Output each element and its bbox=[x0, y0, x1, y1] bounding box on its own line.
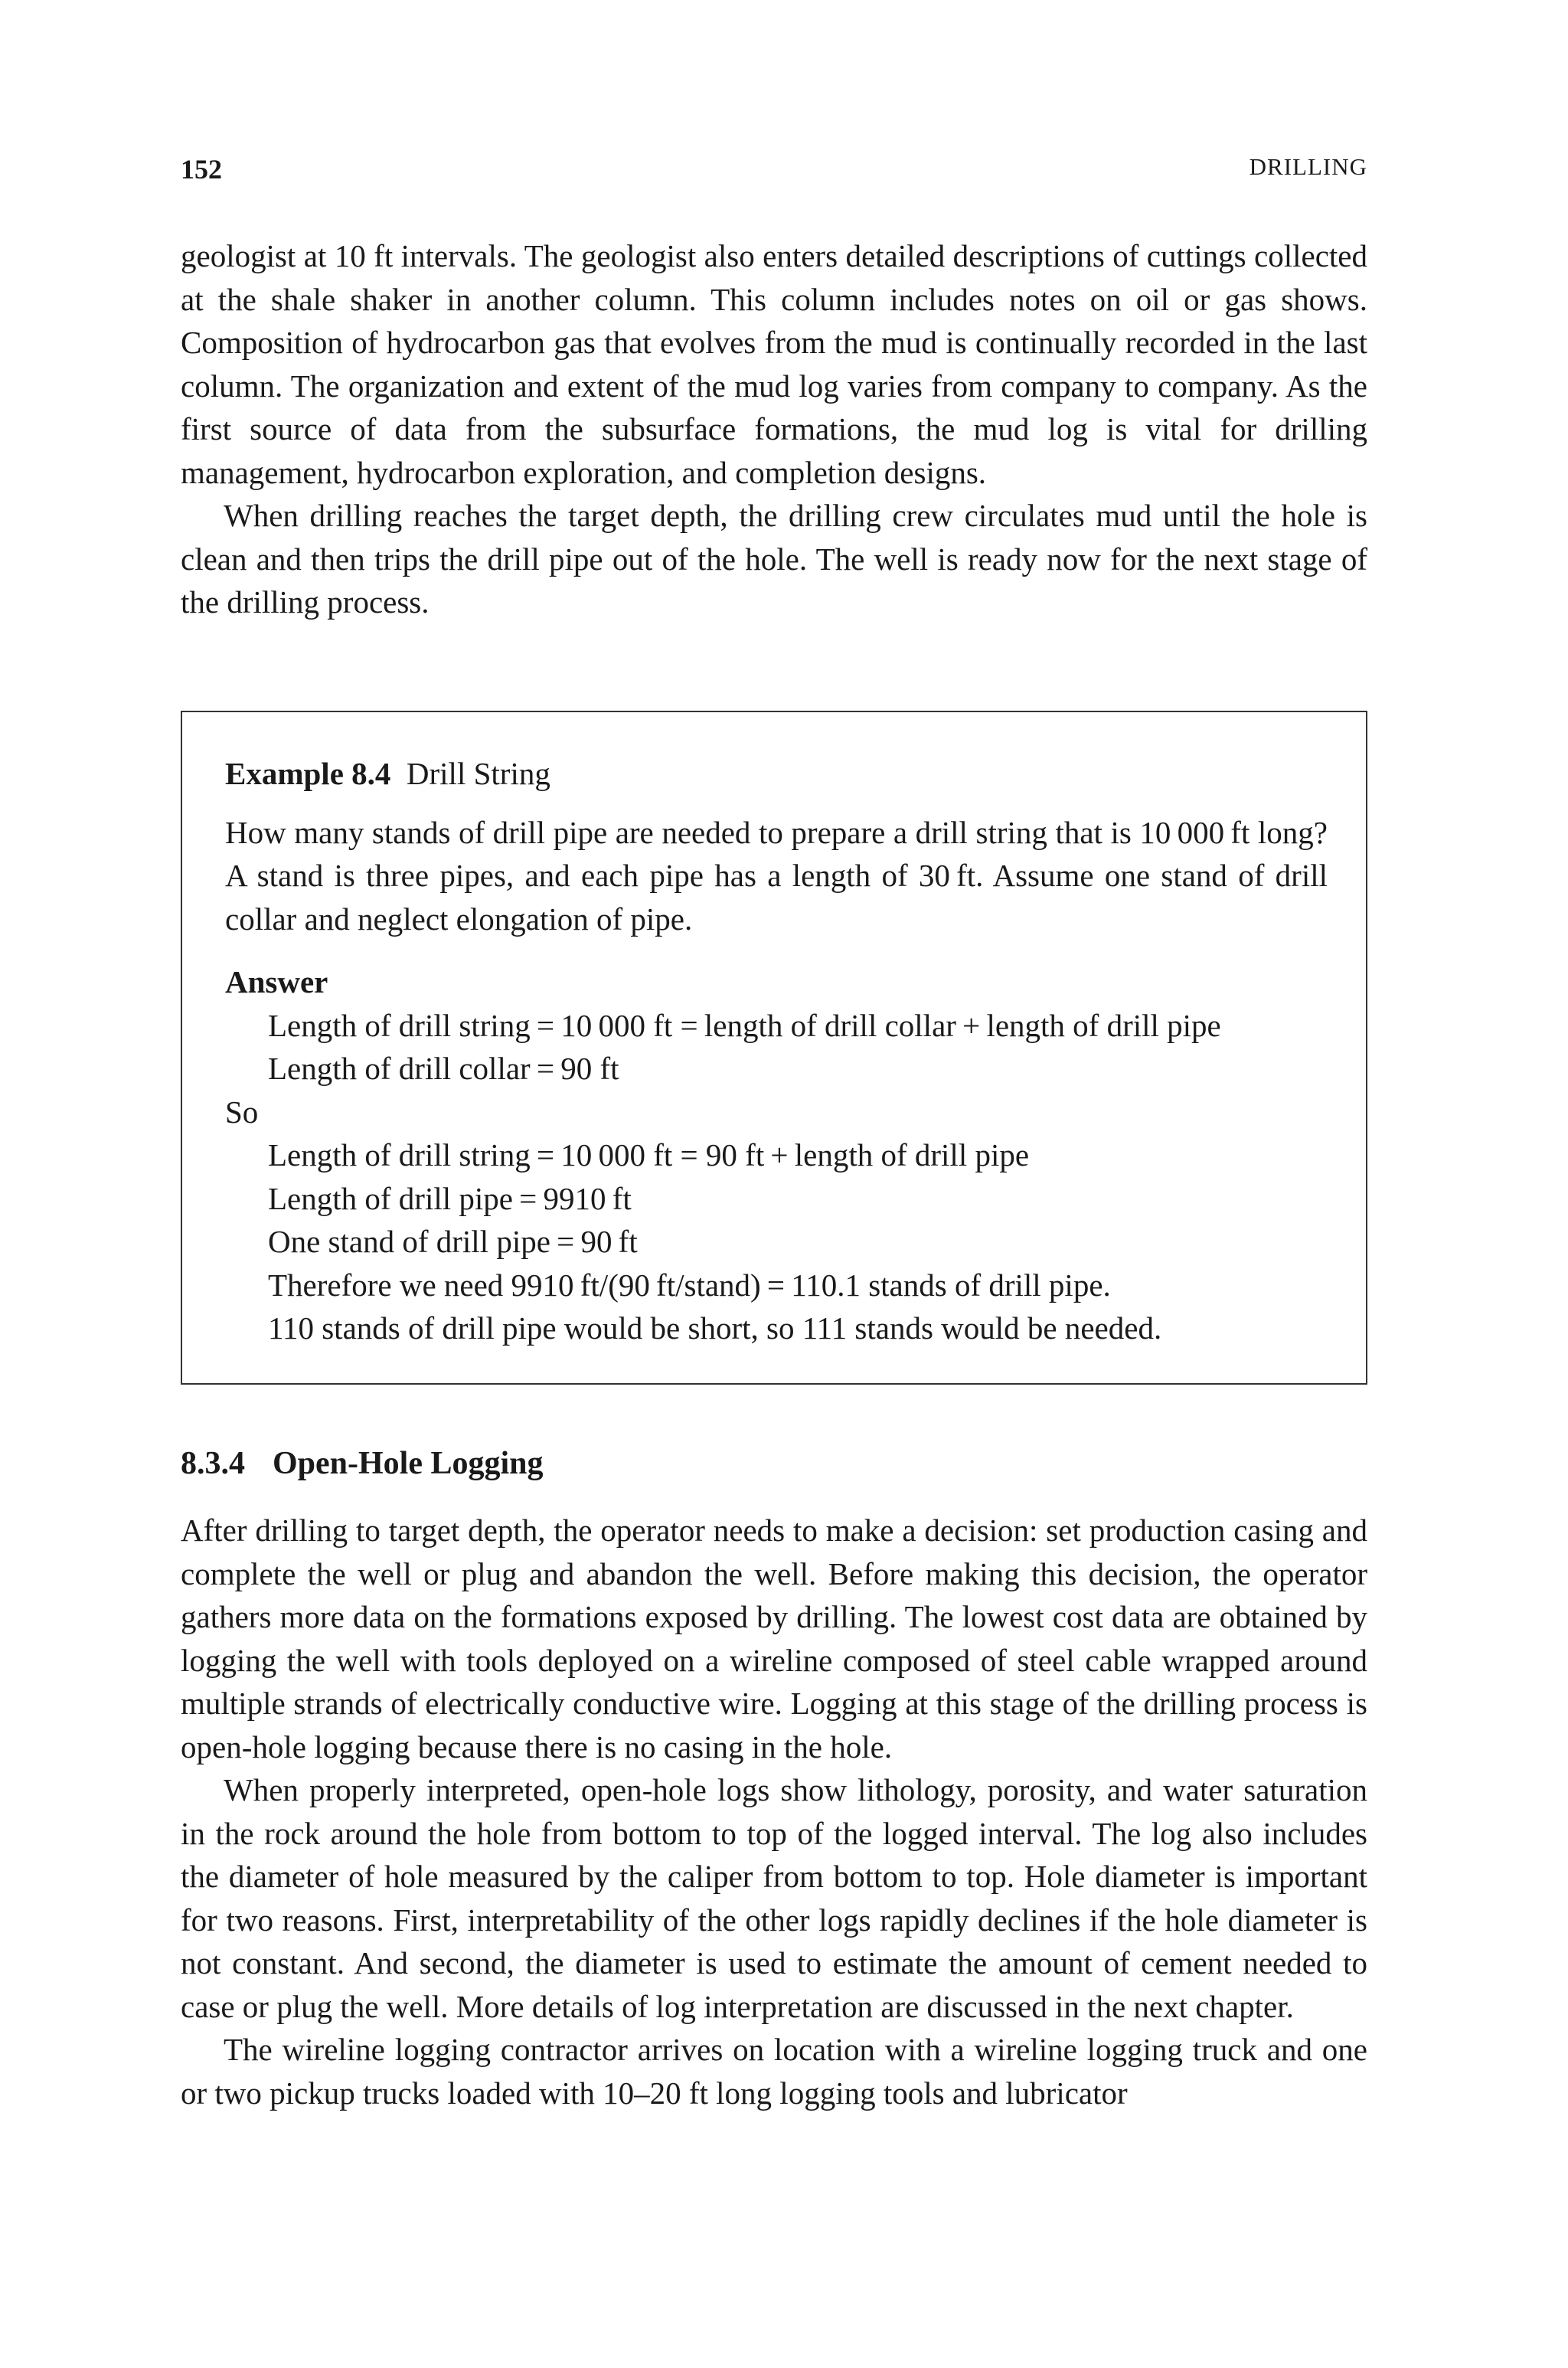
answer-heading: Answer bbox=[225, 964, 328, 999]
calculation-line: Length of drill pipe = 9910 ft bbox=[268, 1180, 632, 1216]
example-content bbox=[225, 752, 1328, 1350]
paragraph: When drilling reaches the target depth, the drilling crew circulates mud until the hole is clean and then trips the drill pipe out of the hole. The well is ready now for the next stage of the drilling process. bbox=[181, 498, 1367, 620]
example-box bbox=[181, 711, 1367, 1385]
running-head bbox=[181, 153, 1367, 191]
example-question: How many stands of drill pipe are needed to prepare a drill string that is 10 000 ft long? A stand is three pipes, and each pipe has a length of 30 ft. Assume one stand of drill collar and neglect elongation of pipe. bbox=[225, 814, 1328, 937]
running-title: DRILLING bbox=[1249, 153, 1367, 180]
section-text bbox=[181, 1509, 1367, 2115]
section-number: 8.3.4 bbox=[181, 1446, 245, 1481]
paragraph: After drilling to target depth, the operator needs to make a decision: set production casing and complete the well or plug and abandon the well. Before making this decision, the operator gathers more data on the formations exposed by drilling. The lowest cost data are obtained by logging the well with tools deployed on a wireline composed of steel cable wrapped around multiple strands of electrically conductive wire. Logging at this stage of the drilling process is open-hole logging because there is no casing in the hole. bbox=[181, 1513, 1367, 1765]
example-heading bbox=[225, 752, 1328, 796]
paragraph: The wireline logging contractor arrives on location with a wireline logging truck and one or two pickup trucks loaded with 10–20 ft long logging tools and lubricator bbox=[181, 2032, 1367, 2111]
calculation-line: 110 stands of drill pipe would be short, so 111 stands would be needed. bbox=[268, 1310, 1162, 1346]
so-label: So bbox=[225, 1094, 259, 1130]
paragraph: geologist at 10 ft intervals. The geologist also enters detailed descriptions of cuttings collected at the shale shaker in another column. This column includes notes on oil or gas shows. Composition of hydrocarbon gas that evolves from the mud is continually recorded in the last column. The organization and extent of the mud log varies from company to company. As the first source of data from the subsurface formations, the mud log is vital for drilling management, hydrocarbon exploration, and completion designs. bbox=[181, 238, 1367, 490]
example-title: Drill String bbox=[406, 756, 550, 791]
section-title: Open-Hole Logging bbox=[273, 1446, 544, 1481]
calculation-line: One stand of drill pipe = 90 ft bbox=[268, 1224, 638, 1259]
calculation-line: Therefore we need 9910 ft/(90 ft/stand) = 110.1 stands of drill pipe. bbox=[268, 1267, 1111, 1303]
intro-text bbox=[181, 234, 1367, 624]
calculation-line: Length of drill collar = 90 ft bbox=[268, 1051, 619, 1086]
page-number: 152 bbox=[181, 154, 222, 185]
example-label: Example 8.4 bbox=[225, 756, 391, 791]
calculation-line: Length of drill string = 10 000 ft = length of drill collar + length of drill pipe bbox=[268, 1007, 1221, 1043]
section-heading bbox=[181, 1445, 544, 1482]
paragraph: When properly interpreted, open-hole logs show lithology, porosity, and water saturation in the rock around the hole from bottom to top of the logged interval. The log also includes the diameter of hole measured by the caliper from bottom to top. Hole diameter is important for two reasons. First, interpretability of the other logs rapidly declines if the hole diameter is not constant. And second, the diameter is used to estimate the amount of cement needed to case or plug the well. More details of log interpretation are discussed in the next chapter. bbox=[181, 1772, 1367, 2024]
calculation-line: Length of drill string = 10 000 ft = 90 ft + length of drill pipe bbox=[268, 1137, 1030, 1173]
